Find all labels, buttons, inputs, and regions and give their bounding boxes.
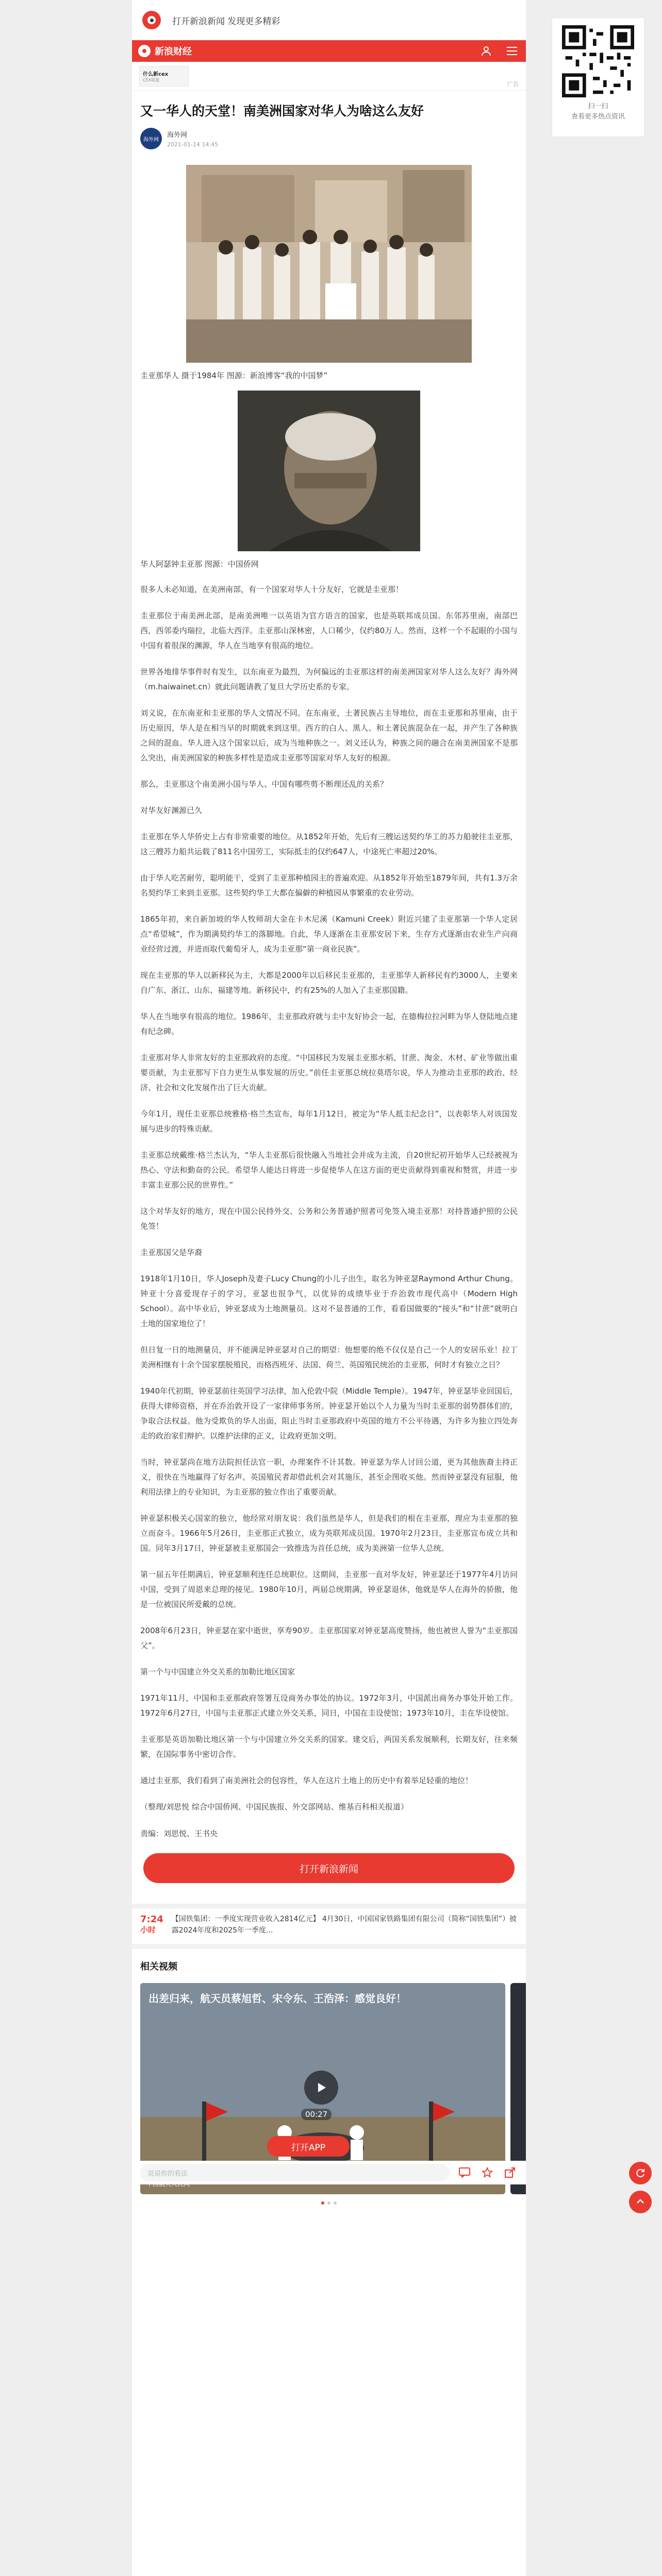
avatar-text: 海外网 <box>143 137 159 143</box>
section-heading: 圭亚那国父是华裔 <box>140 1248 203 1257</box>
article-source[interactable]: 海外网 <box>167 131 188 139</box>
sina-logo-icon <box>142 11 161 29</box>
video-duration: 00:27 <box>301 2109 332 2120</box>
portrait-photo <box>238 391 420 551</box>
download-banner-text[interactable]: 打开新浪新闻 发现更多精彩 <box>172 16 280 27</box>
carousel-dots <box>132 2201 526 2205</box>
paragraph: 通过圭亚那，我们看到了南美洲社会的包容性，华人在这片土地上的历史中有着举足轻重的地位！ <box>140 1776 473 1785</box>
paragraph: 圭亚那是英语加勒比地区第一个与中国建立外交关系的国家。建交后，两国关系发展顺利，长期友好，往来频繁，在国际事务中密切合作。 <box>140 1735 518 1759</box>
ad-tag: 广告 <box>507 81 519 88</box>
paragraph: 很多人未必知道，在美洲南部，有一个国家对华人十分友好，它就是圭亚那！ <box>140 585 404 594</box>
paragraph: 今年1月，现任圭亚那总统雅格·格兰杰宣布，每年1月12日，被定为“华人抵圭纪念日”，以表彰华人对该国发展与进步的特殊贡献。 <box>140 1109 518 1133</box>
article-meta <box>140 128 518 149</box>
channel-brand[interactable] <box>138 44 192 58</box>
paragraph: 圭亚那对华人非常友好的圭亚那政府的态度。“中国移民为发展圭亚那水稻、甘蔗、淘金、木材、矿业等做出重要贡献，为圭亚那写下自力更生从事发展的历史。”前任圭亚那总统拉莫塔尔说，华人为推动圭亚那的政治、经济、社会和文化发展作出了巨大贡献。 <box>140 1053 518 1092</box>
paragraph: 圭亚那位于南美洲北部，是南美洲唯一以英语为官方语言的国家，也是英联邦成员国。东邻苏里南，南部巴西，西邻委内瑞拉，北临大西洋。圭亚那山深林密，人口稀少，仅约80万人。然而，这样一个不起眼的小国与中国有着很深的渊源，华人在当地享有很高的地位。 <box>140 611 518 650</box>
news-ticker[interactable] <box>132 1909 526 1941</box>
paragraph: 2008年6月23日，钟亚瑟在家中逝世，享寿90岁。圭亚那国家对钟亚瑟高度赞扬，他也被世人誉为“圭亚那国父”。 <box>140 1626 518 1650</box>
paragraph: 华人在当地享有很高的地位。1986年，圭亚那政府就与圭中友好协会一起，在德梅拉拉河畔为华人登陆地点建有纪念碑。 <box>140 1012 518 1036</box>
comment-icon[interactable] <box>457 2165 472 2180</box>
paragraph: 1865年初，来自新加坡的华人牧师胡大金在卡木尼溪（Kamuni Creek）附近兴建了圭亚那第一个华人定居点“希望城”，作为期满契约华工的落脚地。自此，华人逐渐在圭亚那安居下来，生存方式逐渐由农业生产向商业经营过渡，并进而取代葡萄牙人，成为圭亚那“第一商业民族”。 <box>140 914 518 954</box>
article-title: 又一华人的天堂！南美洲国家对华人为啥这么友好 <box>140 104 424 118</box>
open-app-button[interactable] <box>267 2136 350 2157</box>
ad-logo-line2: CEX联盟 <box>143 77 160 82</box>
qr-line2: 查看更多热点资讯 <box>571 113 625 121</box>
article-time: 2021-01-14 14:45 <box>167 141 219 148</box>
section-divider <box>132 1944 526 1949</box>
sina-mini-logo-icon <box>138 45 151 57</box>
ad-banner[interactable] <box>132 62 526 91</box>
paragraph: 当时，钟亚瑟尚在地方法院担任法官一职，办理案件不计其数。钟亚瑟为华人讨回公道，更为其他族裔主持正义，很快在当地赢得了好名声。英国殖民者却借此机会对其施压，甚至企图收买他。然而钟亚瑟没有屈服，他利用法律上的专业知识，为圭亚那的独立作出了重要贡献。 <box>140 1458 518 1497</box>
channel-nav <box>132 40 526 62</box>
article <box>132 102 526 1839</box>
qr-line1: 扫一扫 <box>588 103 608 110</box>
article-figure-1 <box>140 165 518 382</box>
ticker-day: 7:24 <box>140 1914 163 1925</box>
channel-brand-label: 新浪财经 <box>155 46 192 57</box>
paragraph: 圭亚那总统戴维·格兰杰认为，“华人圭亚那后很快融入当地社会并成为主流，自20世纪初开始华人已经被视为热心、守法和勤奋的公民。希望华人能达日将进一步促使华人在这方面的更史贡献得到重视和赞赏，并进一步丰富圭亚那公民的世界性。” <box>140 1150 518 1190</box>
carousel-dot[interactable] <box>327 2201 330 2205</box>
comment-bar <box>132 2161 526 2184</box>
article-figure-2 <box>140 391 518 571</box>
figure-1-caption: 圭亚那华人 摄于1984年 图源：新浪博客“我的中国梦” <box>140 371 328 380</box>
menu-icon[interactable] <box>504 43 520 59</box>
paragraph: （整理/刘思悦 综合中国侨网、中国民族报、外交部网站、维基百科相关报道） <box>140 1802 408 1811</box>
paragraph: 钟亚瑟积极关心国家的独立，他经常对朋友说：我们虽然是华人，但是我们的根在圭亚那，理应为圭亚那的独立而奋斗。1966年5月26日，圭亚那正式独立，成为英联邦成员国。1970年2月23日，圭亚那宣布成立共和国。同年3月17日，钟亚瑟被圭亚那国会一致推选为首任总统，成为美洲第一位华人总统。 <box>140 1514 518 1553</box>
play-icon[interactable] <box>304 2071 338 2105</box>
paragraph: 刘义说，在东南亚和圭亚那的华人文情况不同。在东南亚，土著民族占主导地位，而在圭亚那和苏里南，由于历史原因，华人是在相当早的时期就来到这里。西方的白人、黑人、和土著民族混杂在一起，并产生了各种族之间的混血。华人进入这个国家以后，成为当地种族之一。刘义还认为，种族之间的融合在南美洲国家不是那么突出，南美洲国家的种族多样性是造成圭亚那等国家对华人友好的根源。 <box>140 708 518 762</box>
favorite-icon[interactable] <box>479 2165 495 2180</box>
main-column <box>132 40 526 2576</box>
app-download-banner[interactable] <box>132 0 526 40</box>
ad-logo-line1: 什么新cex <box>143 71 169 77</box>
paragraph: 那么，圭亚那这个南美洲小国与华人、中国有哪些剪不断理还乱的关系？ <box>140 779 388 789</box>
paragraph: 圭亚那在华人华侨史上占有非常重要的地位。从1852年开始，先后有三艘运送契约华工的苏力船驶往圭亚那，这三艘苏力船共运载了811名中国劳工，实际抵圭的仅约647人，中途死亡率超过20%。 <box>140 832 518 856</box>
paragraph: 1971年11月，中国和圭亚那政府签署互设商务办事处的协议。1972年3月，中国派出商务办事处开始工作。1972年6月27日，中国与圭亚那正式建立外交关系，同日，中国在圭设使馆；1973年10月，圭在华设使馆。 <box>140 1693 518 1718</box>
refresh-icon[interactable] <box>629 2162 652 2184</box>
back-to-top-icon[interactable] <box>629 2191 652 2213</box>
paragraph: 这个对华友好的地方，现在中国公民持外交、公务和公务普通护照者可免签入境圭亚那！对持普通护照的公民免签！ <box>140 1207 518 1231</box>
section-heading: 第一个与中国建立外交关系的加勒比地区国家 <box>140 1667 295 1676</box>
paragraph: 第一届五年任期满后，钟亚瑟顺利连任总统职位。这期间，圭亚那一直对华友好，钟亚瑟还于1977年4月访问中国，受到了周恩来总理的接见。1980年10月，两届总统期满，钟亚瑟退休，他就是华人在海外的骄傲，他是一位被国民所爱戴的总统。 <box>140 1570 518 1609</box>
section-heading: 对华友好渊源已久 <box>140 806 203 815</box>
carousel-dot[interactable] <box>321 2201 324 2205</box>
paragraph: 由于华人吃苦耐劳，聪明能干，受到了圭亚那种植园主的普遍欢迎。从1852年开始至1879年间，共有1.3万余名契约华工来到圭亚那。这些契约华工大都在偏僻的种植园从事繁重的农业劳动。 <box>140 873 518 897</box>
qr-code-panel <box>552 18 644 137</box>
related-videos-title: 相关视频 <box>140 1961 177 1972</box>
user-icon[interactable] <box>478 43 494 59</box>
ticker-label: 小时 <box>140 1925 156 1935</box>
open-sina-news-button[interactable]: 打开新浪新闻 <box>143 1853 515 1883</box>
open-app-label: 打开APP <box>291 2142 326 2153</box>
paragraph: 但日复一日的地测量员，并不能满足钟亚瑟对自己的期望：他想要的绝不仅仅是自己一个人的安居乐业！拉丁美洲相继有十余个国家摆脱殖民，而格西班牙、法国、荷兰、英国殖民统治的圭亚那，何时才有独立之日？ <box>140 1345 518 1369</box>
video-title[interactable]: 出差归来，航天员蔡旭哲、宋令东、王浩泽：感觉良好！ <box>148 1992 406 2005</box>
paragraph: 现在圭亚那的华人以新移民为主，大都是2000年以后移民圭亚那的，圭亚那华人新移民有约3000人，主要来自广东、浙江、山东、福建等地。新移民中，约有25%的人加入了圭亚那国籍。 <box>140 971 518 995</box>
section-divider <box>132 1904 526 1909</box>
paragraph: 1918年1月10日，华人Joseph及妻子Lucy Chung的小儿子出生，取名为钟亚瑟Raymond Arthur Chung。钟亚十分喜爱现存子的学习，亚瑟也很争气，以优异的成绩毕业于乔治敦市现代高中（Modern High School）。高中毕业后，钟亚瑟成为土地测量员。这对不显普通的工作，看看国做要的“接头”和“甘蔗”就明白土地的国家地位了！ <box>140 1274 518 1328</box>
historical-group-photo <box>186 165 472 363</box>
paragraph: 世界各地排华事件时有发生，以东南亚为最烈，为何偏远的圭亚那这样的南美洲国家对华人这么友好？海外网（m.haiwainet.cn）就此问题请教了复旦大学历史系的专家。 <box>140 667 518 691</box>
comment-input[interactable]: 说说你的看法 <box>140 2164 450 2181</box>
figure-2-caption: 华人阿瑟钟圭亚那 图源：中国侨网 <box>140 560 259 569</box>
share-icon[interactable] <box>502 2165 518 2180</box>
paragraph: 1940年代初期，钟亚瑟前往英国学习法律，加入伦敦中院（Middle Temple）。1947年，钟亚瑟毕业回国后，获得大律师资格，并在乔治敦开设了一家律师事务所。钟亚瑟开始以个人力量为当时圭亚那的弱势群体们的，争取合法权益。他为受欺负的华人出面，阻止当时圭亚那政府中英国的地方不公平待遇，为许多为独立四处奔走的政治家们辩护。以维护法律的正义，让政府更加文明。 <box>140 1386 518 1440</box>
article-editor: 责编：刘思悦、王书央 <box>140 1829 218 1838</box>
ticker-text[interactable]: 【国铁集团：一季度实现营业收入2814亿元】 4月30日，中国国家铁路集团有限公司（简称“国铁集团”）披露2024年度和2025年一季度... <box>171 1915 517 1935</box>
ad-logo[interactable] <box>139 66 189 87</box>
ticker-badge <box>140 1914 163 1935</box>
source-avatar[interactable] <box>140 128 162 149</box>
qr-code-icon <box>562 25 634 97</box>
carousel-dot[interactable] <box>334 2201 337 2205</box>
